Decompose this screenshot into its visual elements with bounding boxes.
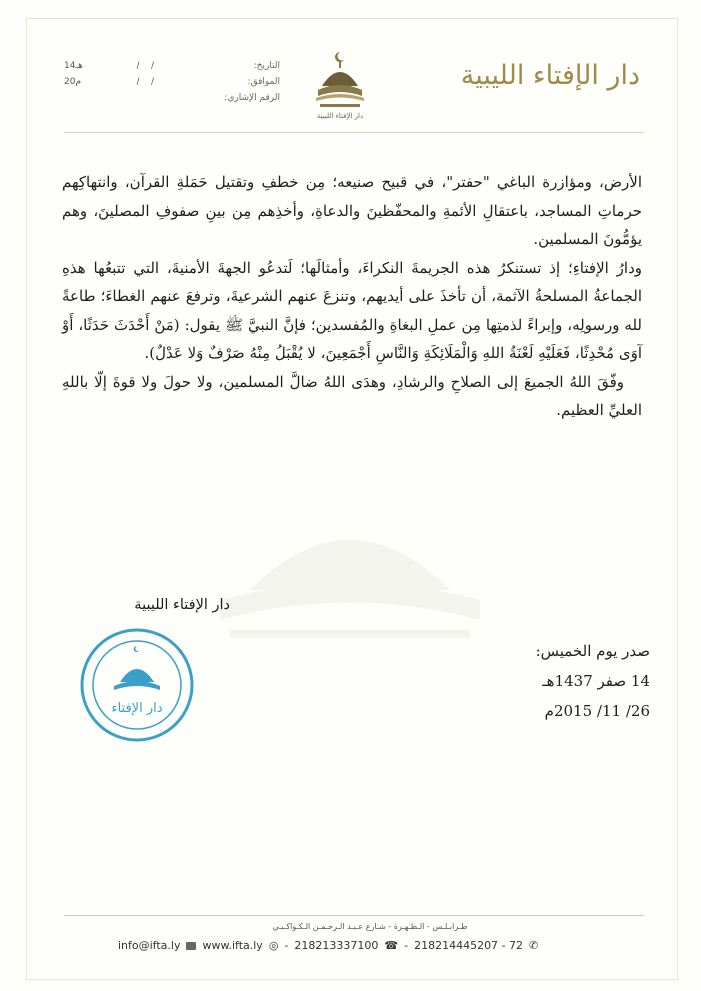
header-divider (64, 132, 644, 133)
email-text[interactable]: info@ifta.ly (118, 939, 181, 952)
institution-emblem-icon (312, 50, 368, 112)
reference-labels (150, 58, 280, 106)
issue-gregorian-date: 26/ 11/ 2015م (544, 702, 650, 720)
official-stamp-icon (78, 626, 196, 744)
watermark-emblem-icon (160, 470, 540, 660)
institution-name: دار الإفتاء الليبية (460, 60, 640, 91)
corresponding-date-label: الموافق: (247, 77, 280, 87)
issue-hijri-date: 14 صفر 1437هـ (542, 672, 650, 690)
reference-values (64, 58, 154, 90)
fax-icon: ☎ (384, 939, 399, 952)
date-gregorian-row (64, 74, 154, 90)
date-hijri-row (64, 58, 154, 74)
fax-number: 218213337100 (294, 939, 379, 952)
date-label: التاريخ: (253, 61, 280, 71)
phone-number: 218214445207 - 72 (414, 939, 524, 952)
body-paragraph: الأرض، ومؤازرة الباغي "حفتر"، في قبيح صنيعه؛ مِن خطفِ وتقتيل حَمَلةِ القرآن، وانتهاكِهم حرماتِ المساجد، باعتقالِ الأئمةِ والمحفّظينَ والدعاةِ، وأخذِهم مِن بينِ صفوفِ المصلينَ، وهم يؤمُّونَ المسلمين. (62, 173, 642, 248)
date-hijri-value: 14هـ (64, 61, 83, 71)
body-paragraph: ودارُ الإفتاءِ؛ إذ تستنكرُ هذه الجريمةَ النكراءَ، وأمثالَها؛ لَتدعُو الجهةَ الأمنيةَ، التي تتبعُها هذهِ الجماعةُ المسلحةُ الآثمة، أن تأخذَ على أيديهم، وتنزعَ عنهم الشرعيةَ، وترفعَ عنهم الغطاءَ؛ طاعةً لله ورسولِه، وإبراءً لذمتِها مِن عملِ البغاةِ والمُفسدين؛ فإنَّ النبيَّ ﷺ يقول: (مَنْ أَحْدَثَ حَدَثًا، أَوْ آوَى مُحْدِثًا، فَعَلَيْهِ لَعْنَةُ اللهِ وَالْمَلَائِكَةِ وَالنَّاسِ أَجْمَعِينَ، لا يُقْبَلُ مِنْهُ صَرْفٌ وَلا عَدْلٌ). (62, 258, 642, 362)
email-icon (186, 942, 196, 950)
footer-divider (64, 915, 644, 916)
footer-contacts: info@ifta.ly www.ifta.ly ◎ - 218213337100 ☎ - 218214445207 - 72 ✆ (118, 939, 539, 952)
issue-day-line: صدر يوم الخميس: (535, 642, 650, 660)
footer-address: طـرابـلـس - الـظـهـرة - شـارع عـبـد الـرحـمـن الـكـواكـبـي (272, 922, 468, 931)
phone-icon: ✆ (529, 939, 539, 952)
reference-number-label: الرقم الإشاري: (224, 93, 280, 103)
letter-body (62, 168, 642, 425)
globe-icon: ◎ (268, 939, 279, 952)
body-paragraph: وفّقَ اللهُ الجميعَ إلى الصلاحِ والرشادِ، وهدَى اللهُ ضالَّ المسلمين، ولا حولَ ولا قوةَ إلّا باللهِ العليِّ العظيم. (62, 372, 642, 419)
date-gregorian-value: 20م (64, 77, 82, 87)
emblem-caption: دار الإفتاء الليبية (316, 112, 364, 120)
issue-date-block (470, 636, 650, 726)
date-separator: / / (136, 61, 154, 71)
date-separator: / / (136, 77, 154, 87)
stamp-text: دار الإفتاء (111, 701, 163, 716)
signer-name: دار الإفتاء الليبية (134, 597, 230, 613)
website-text[interactable]: www.ifta.ly (202, 939, 263, 952)
